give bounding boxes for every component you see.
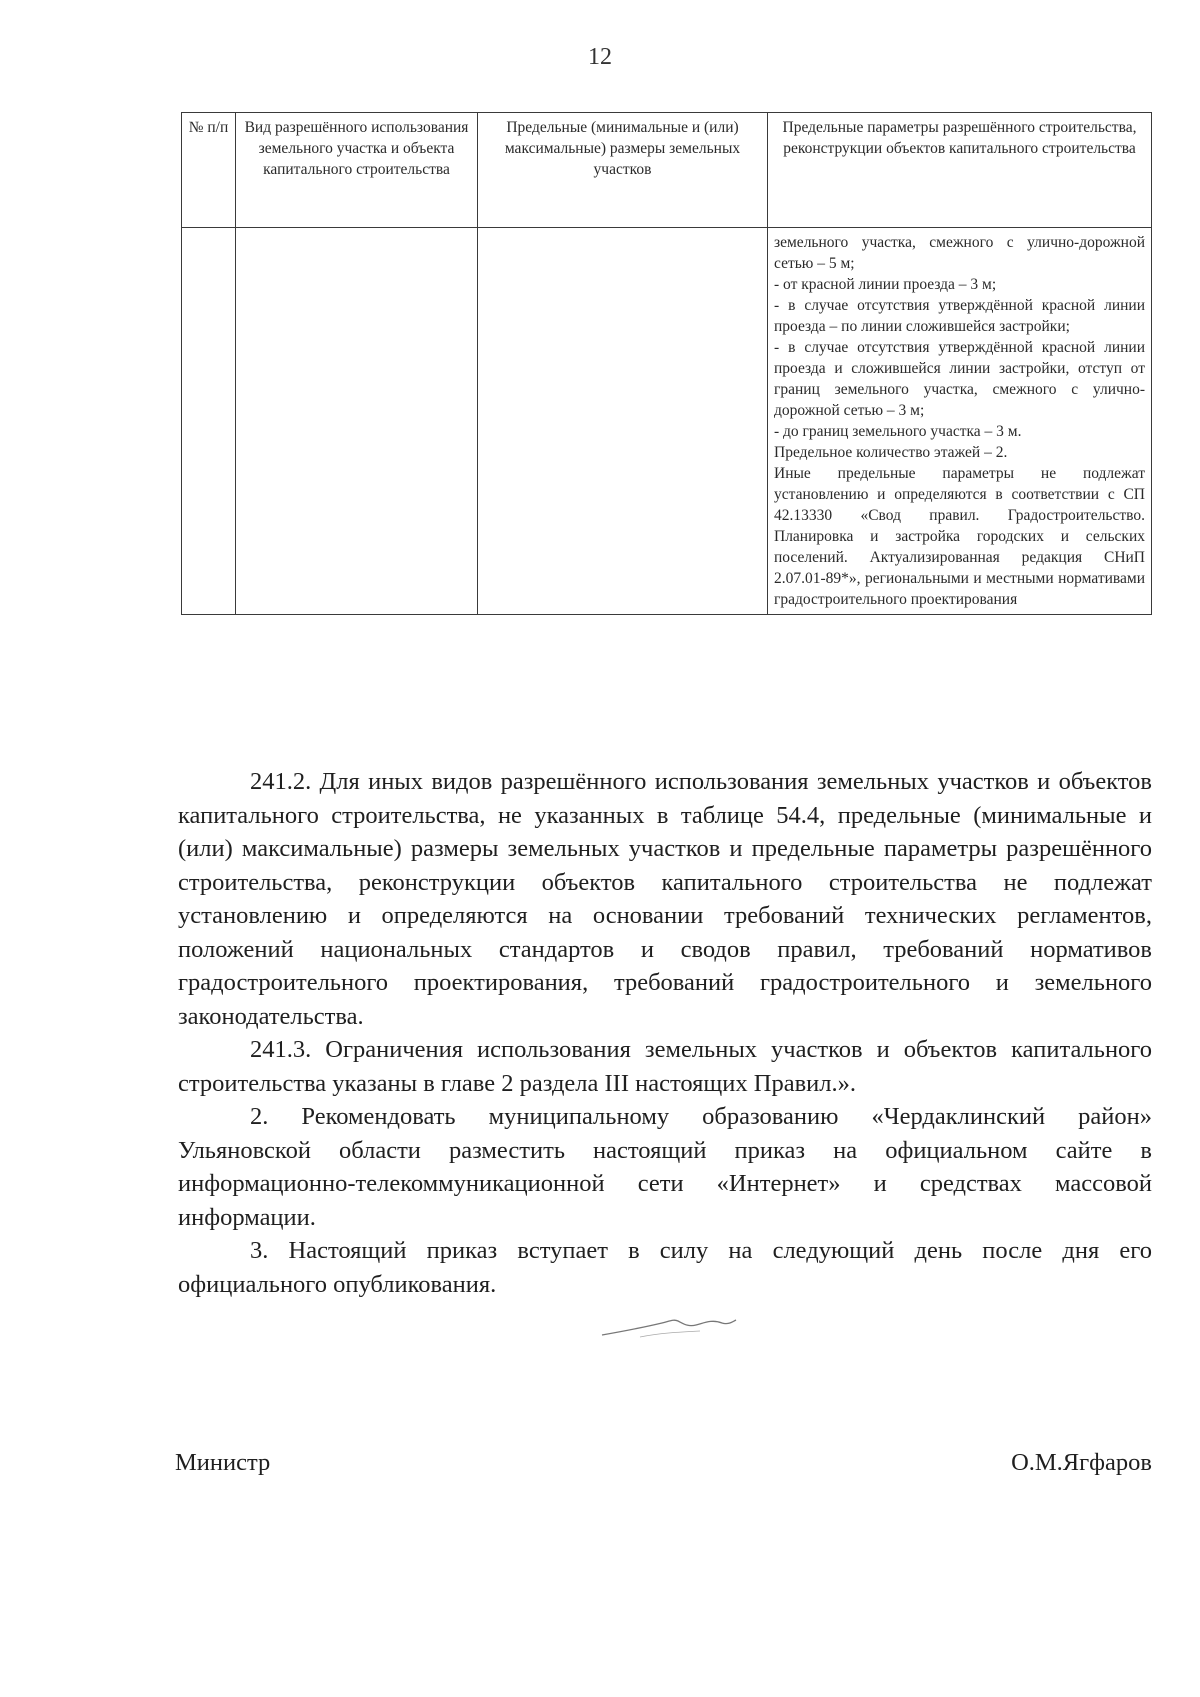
param-line: - до границ земельного участка – 3 м. (774, 423, 1022, 440)
param-line: земельного участка, смежного с улично-дорожной сетью – 5 м; (774, 234, 1145, 272)
param-line: - в случае отсутствия утверждённой красной линии проезда – по линии сложившейся застройки; (774, 297, 1145, 335)
param-line: Предельное количество этажей – 2. (774, 444, 1008, 461)
cell-use-type (236, 228, 478, 615)
paragraph-2: 2. Рекомендовать муниципальному образованию «Чердаклинский район» Ульяновской области разместить настоящий приказ на официальном сайте в информационно-телекоммуникационной сети «Интернет» и средствах массовой информации. (178, 1103, 1152, 1231)
cell-number (182, 228, 236, 615)
signature-mark (600, 1305, 760, 1345)
table-row (182, 228, 1152, 615)
param-line: - в случае отсутствия утверждённой красной линии проезда и сложившейся линии застройки, отступ от границ земельного участка, смежного с улично-дорожной сетью – 3 м; (774, 339, 1145, 419)
cell-plot-sizes (478, 228, 768, 615)
paragraph-241-3: 241.3. Ограничения использования земельных участков и объектов капитального строительства указаны в главе 2 раздела III настоящих Правил.». (178, 1036, 1152, 1097)
body-text (178, 765, 1152, 1301)
param-line: Иные предельные параметры не подлежат установлению и определяются в соответствии с СП 42.13330 «Свод правил. Градостроительство. Планировка и застройка городских и сельских поселений. Актуализированная редакция СНиП 2.07.01-89*», региональными и местными нормативами градостроительного проектирования (774, 465, 1145, 608)
cell-construction-params (768, 228, 1152, 615)
table-header-row (182, 113, 1152, 228)
signatory-name: О.М.Ягфаров (1011, 1449, 1152, 1476)
header-use-type: Вид разрешённого использования земельного участка и объекта капитального строительства (236, 113, 478, 228)
parameters-table (181, 112, 1152, 615)
param-line: - от красной линии проезда – 3 м; (774, 276, 997, 293)
paragraph-241-2: 241.2. Для иных видов разрешённого использования земельных участков и объектов капитального строительства, не указанных в таблице 54.4, предельные (минимальные и (или) максимальные) размеры земельных участков и предельные параметры разрешённого строительства, реконструкции объектов капитального строительства не подлежат установлению и определяются на основании требований технических регламентов, положений национальных стандартов и сводов правил, требований нормативов градостроительного проектирования, требований градостроительного и земельного законодательства. (178, 768, 1152, 1030)
header-construction-params: Предельные параметры разрешённого строительства, реконструкции объектов капитального строительства (768, 113, 1152, 228)
signatory-title: Министр (175, 1449, 271, 1476)
header-plot-sizes: Предельные (минимальные и (или) максимальные) размеры земельных участков (478, 113, 768, 228)
header-number: № п/п (182, 113, 236, 228)
page-number: 12 (588, 44, 612, 70)
paragraph-3: 3. Настоящий приказ вступает в силу на следующий день после дня его официального опубликования. (178, 1237, 1152, 1298)
